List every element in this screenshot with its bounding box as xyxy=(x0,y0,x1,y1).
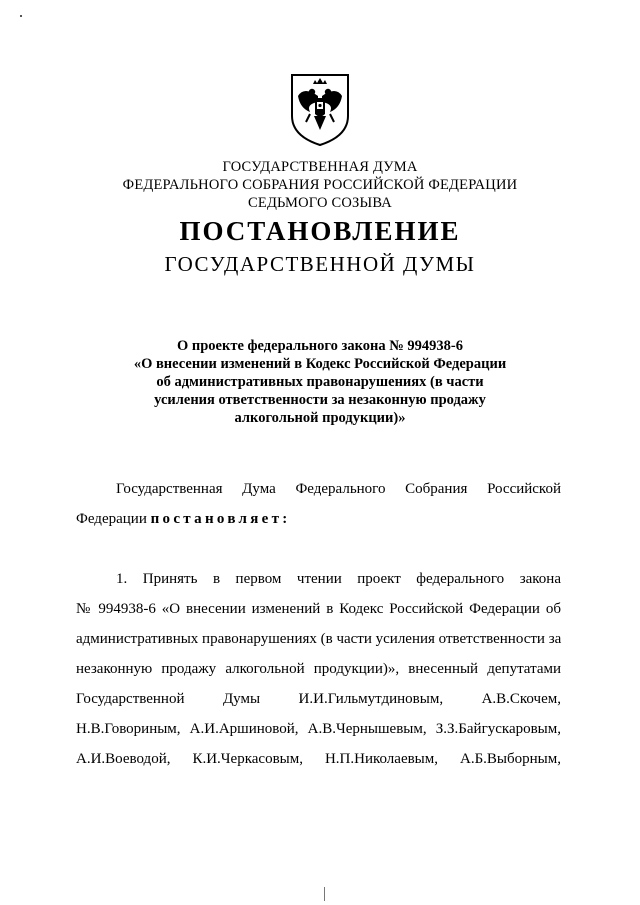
paragraph-line: № 994938-6 «О внесении изменений в Кодекс Российской Федерации об xyxy=(76,601,561,617)
subject-line: «О внесении изменений в Кодекс Российской Федерации xyxy=(133,356,507,372)
subject-line: об административных правонарушениях (в части xyxy=(156,374,484,390)
document-organization-title: ГОСУДАРСТВЕННОЙ ДУМЫ xyxy=(164,252,476,276)
subject-line: усиления ответственности за незаконную продажу xyxy=(154,392,486,408)
paragraph-line: 1. Принять в первом чтении проект федерального закона xyxy=(116,571,561,587)
coat-of-arms-icon xyxy=(288,72,352,148)
paragraph-line: А.И.Воеводой, К.И.Черкасовым, Н.П.Николаевым, А.Б.Выборным, xyxy=(76,751,561,767)
document-subject xyxy=(0,337,640,427)
resolution-verb: постановляет: xyxy=(150,511,291,527)
preamble-paragraph xyxy=(76,474,561,534)
issuer-header xyxy=(0,158,640,212)
preamble-line: Государственная Дума Федерального Собрания Российской xyxy=(116,481,561,497)
header-line-duma: ГОСУДАРСТВЕННАЯ ДУМА xyxy=(222,159,418,175)
preamble-line xyxy=(76,504,561,534)
header-line-assembly: ФЕДЕРАЛЬНОГО СОБРАНИЯ РОССИЙСКОЙ ФЕДЕРАЦИИ xyxy=(122,177,518,193)
paragraph-line: незаконную продажу алкогольной продукции)», внесенный депутатами xyxy=(76,661,561,677)
scan-edge-mark xyxy=(324,887,325,901)
paragraph-line: Н.В.Говориным, А.И.Аршиновой, А.В.Чернышевым, З.З.Байгускаровым, xyxy=(76,721,561,737)
preamble-subject: Федерации xyxy=(76,511,147,527)
header-line-convocation: СЕДЬМОГО СОЗЫВА xyxy=(248,195,392,211)
paragraph-1 xyxy=(76,564,561,774)
subject-line: алкогольной продукции)» xyxy=(234,410,406,426)
subject-line: О проекте федерального закона № 994938-6 xyxy=(176,338,464,354)
paragraph-line: административных правонарушениях (в части усиления ответственности за xyxy=(76,631,562,647)
document-type-title: ПОСТАНОВЛЕНИЕ xyxy=(179,216,461,246)
scan-speck xyxy=(20,15,22,17)
paragraph-line: Государственной Думы И.И.Гильмутдиновым, А.В.Скочем, xyxy=(76,691,561,707)
